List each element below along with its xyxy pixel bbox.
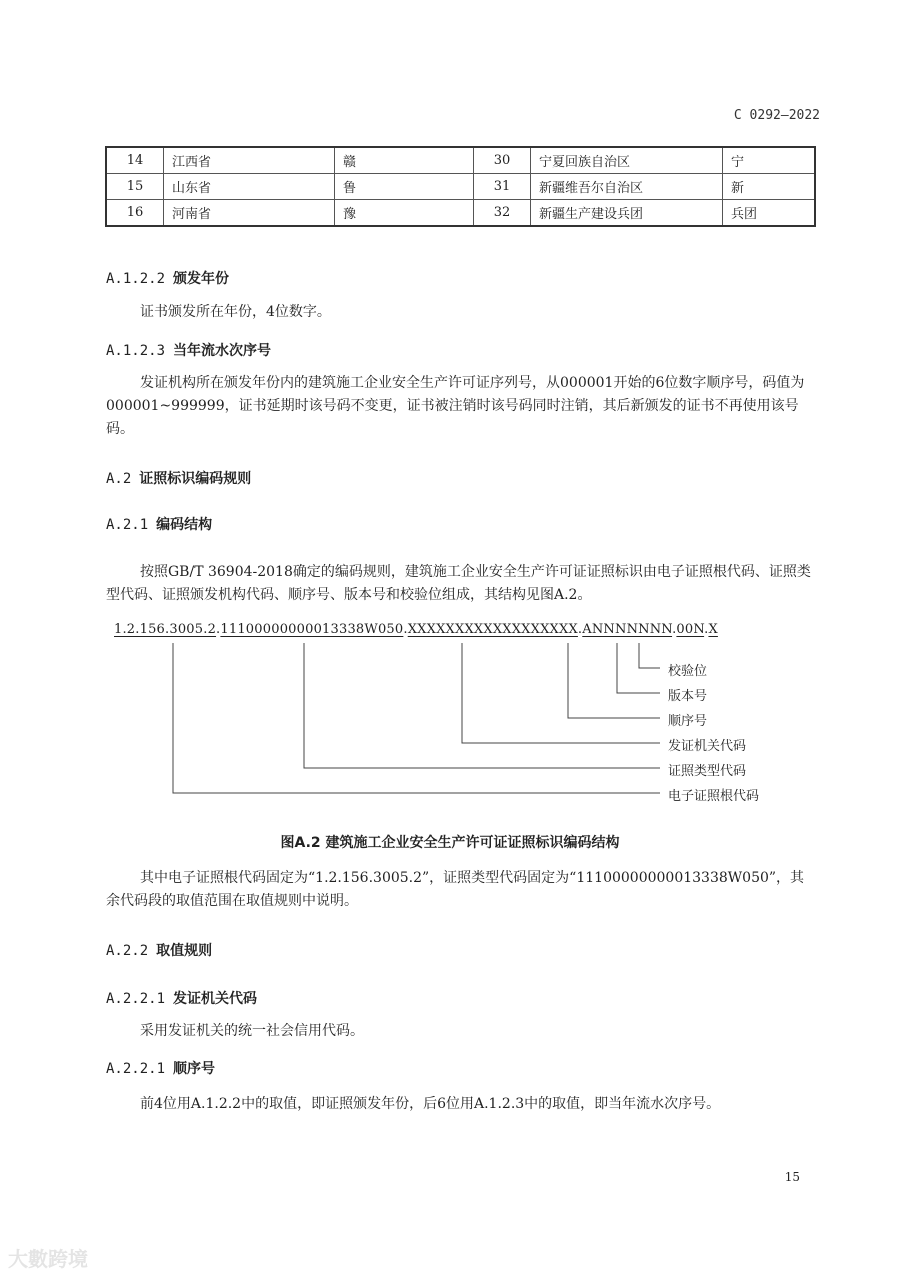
table-cell: 兵团 xyxy=(723,200,816,227)
table-cell: 江西省 xyxy=(164,147,335,174)
label-sequence: 顺序号 xyxy=(668,714,708,729)
section-number: A.1.2.3 xyxy=(106,343,166,359)
section-title: 颁发年份 xyxy=(173,271,230,287)
section-number: A.2.2.1 xyxy=(106,991,166,1007)
root-code-segment: 1.2.156.3005.2 xyxy=(114,622,217,637)
connector-check xyxy=(639,643,660,668)
connector-root xyxy=(173,643,660,793)
table-cell: 新疆生产建设兵团 xyxy=(531,200,723,227)
document-code: C 0292—2022 xyxy=(733,108,820,123)
section-number: A.1.2.2 xyxy=(106,271,166,287)
section-heading-a2-2-1-sequence xyxy=(106,1058,215,1078)
paragraph-after-figure: 其中电子证照根代码固定为“1.2.156.3005.2”，证照类型代码固定为“11100000000013338W050”，其余代码段的取值范围在取值规则中说明。 xyxy=(106,870,805,909)
section-number: A.2.2 xyxy=(106,943,149,959)
connector-type xyxy=(304,643,660,768)
section-title: 发证机关代码 xyxy=(173,991,258,1007)
section-heading-a1-2-2 xyxy=(106,268,229,288)
paragraph-a2-2-1-authority: 采用发证机关的统一社会信用代码。 xyxy=(140,1023,364,1039)
label-authority-code: 发证机关代码 xyxy=(668,739,747,754)
table-row xyxy=(106,200,815,227)
table-cell: 15 xyxy=(106,174,164,200)
version-segment: 00N xyxy=(676,622,705,637)
code-structure-line xyxy=(114,622,718,637)
table-cell: 30 xyxy=(474,147,531,174)
table-cell: 河南省 xyxy=(164,200,335,227)
sequence-segment: ANNNNNNN xyxy=(582,622,673,637)
separator: . xyxy=(216,622,221,637)
figure-caption: 图A.2 建筑施工企业安全生产许可证证照标识编码结构 xyxy=(280,835,620,851)
label-check-digit: 校验位 xyxy=(668,664,708,679)
watermark: 大數跨境 xyxy=(8,1247,88,1271)
label-root-code: 电子证照根代码 xyxy=(668,789,760,804)
section-heading-a1-2-3 xyxy=(106,340,271,360)
section-number: A.2.1 xyxy=(106,517,149,533)
authority-code-segment: XXXXXXXXXXXXXXXXXX xyxy=(407,622,578,637)
label-type-code: 证照类型代码 xyxy=(668,764,747,779)
table-cell: 32 xyxy=(474,200,531,227)
connector-authority xyxy=(462,643,660,743)
table-row xyxy=(106,147,815,174)
paragraph-a1-2-2: 证书颁发所在年份，4位数字。 xyxy=(140,304,331,320)
table-cell: 豫 xyxy=(335,200,474,227)
section-title: 证照标识编码规则 xyxy=(139,471,252,487)
section-title: 顺序号 xyxy=(173,1061,216,1077)
section-heading-a2-2-1-authority xyxy=(106,988,257,1008)
section-number: A.2 xyxy=(106,471,132,487)
paragraph-a2-1: 按照GB/T 36904-2018确定的编码规则，建筑施工企业安全生产许可证证照标识由电子证照根代码、证照类型代码、证照颁发机构代码、顺序号、版本号和校验位组成，其结构见图A.2。 xyxy=(106,564,811,603)
separator: . xyxy=(577,622,583,637)
page-number: 15 xyxy=(784,1170,800,1184)
table-cell: 宁 xyxy=(723,147,816,174)
section-number: A.2.2.1 xyxy=(106,1061,166,1077)
separator: . xyxy=(672,622,677,637)
section-title: 取值规则 xyxy=(156,943,213,959)
table-row xyxy=(106,174,815,200)
table-cell: 新疆维吾尔自治区 xyxy=(531,174,723,200)
province-table xyxy=(105,146,816,227)
table-cell: 赣 xyxy=(335,147,474,174)
paragraph-a2-2-1-sequence: 前4位用A.1.2.2中的取值，即证照颁发年份，后6位用A.1.2.3中的取值，即当年流水次序号。 xyxy=(140,1096,721,1112)
label-version: 版本号 xyxy=(668,689,708,704)
table-cell: 16 xyxy=(106,200,164,227)
table-cell: 新 xyxy=(723,174,816,200)
connector-sequence xyxy=(568,643,660,718)
section-heading-a2-1 xyxy=(106,514,212,534)
paragraph-a1-2-3: 发证机构所在颁发年份内的建筑施工企业安全生产许可证序列号，从000001开始的6位数字顺序号，码值为000001~999999，证书延期时该号码不变更，证书被注销时该号码同时注销，其后新颁发的证书不再使用该号码。 xyxy=(106,375,805,437)
section-title: 当年流水次序号 xyxy=(173,343,272,359)
separator: . xyxy=(403,622,408,637)
check-digit-segment: X xyxy=(708,622,718,637)
table-cell: 山东省 xyxy=(164,174,335,200)
table-cell: 31 xyxy=(474,174,531,200)
table-cell: 14 xyxy=(106,147,164,174)
type-code-segment: 11100000000013338W050 xyxy=(220,622,404,637)
separator: . xyxy=(704,622,709,637)
section-heading-a2 xyxy=(106,468,251,488)
table-cell: 宁夏回族自治区 xyxy=(531,147,723,174)
table-cell: 鲁 xyxy=(335,174,474,200)
section-title: 编码结构 xyxy=(156,517,213,533)
connector-version xyxy=(617,643,660,693)
section-heading-a2-2 xyxy=(106,940,212,960)
